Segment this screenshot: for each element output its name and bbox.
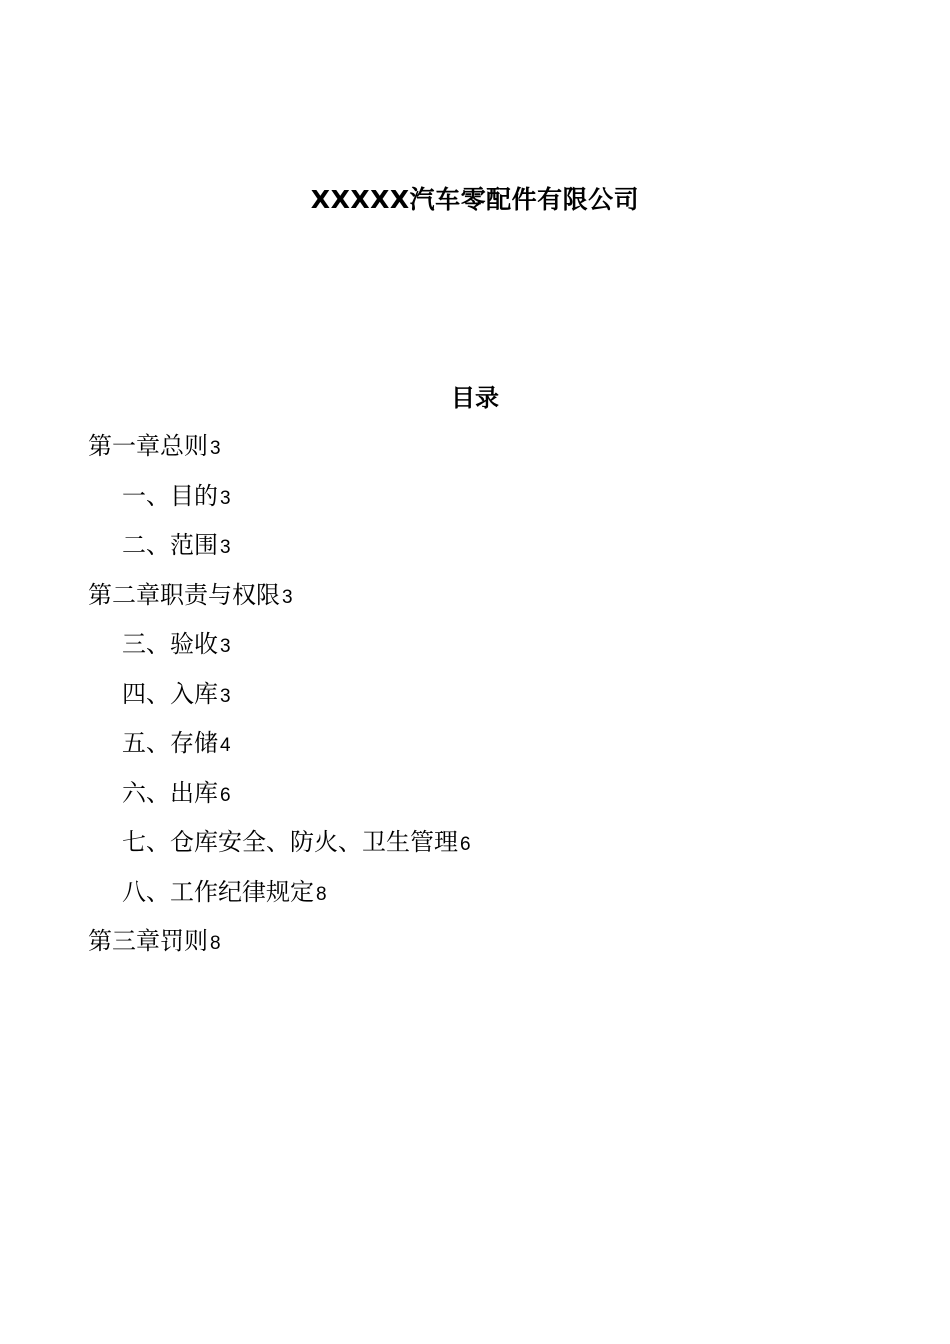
toc-entry-section-3[interactable] [88, 626, 888, 676]
toc-entry-label: 第二章职责与权限 [88, 580, 280, 609]
toc-entry-label: 第一章总则 [88, 432, 208, 460]
toc-entry-label: 三、验收 [122, 630, 218, 658]
toc-entry-label: 一、目的 [122, 481, 218, 510]
toc-entry-label: 第三章罚则 [88, 927, 208, 955]
toc-entry-page: 3 [220, 537, 231, 558]
toc-entry-label: 二、范围 [122, 531, 218, 559]
toc-entry-section-5[interactable] [88, 725, 888, 775]
toc-entry-page: 4 [220, 735, 231, 756]
toc-entry-section-1[interactable] [88, 478, 888, 528]
toc-entry-chapter-3[interactable] [88, 923, 888, 973]
toc-entry-page: 3 [210, 438, 221, 459]
toc-entry-page: 3 [282, 586, 293, 608]
toc-heading: 目录 [451, 384, 499, 412]
toc-entry-chapter-1[interactable] [88, 428, 888, 478]
toc-entry-page: 6 [220, 784, 231, 806]
toc-entry-section-4[interactable] [88, 676, 888, 726]
toc-entry-section-6[interactable] [88, 775, 888, 825]
toc-entry-label: 五、存储 [122, 729, 218, 757]
toc-entry-page: 8 [316, 883, 327, 905]
table-of-contents [88, 428, 888, 973]
toc-entry-section-8[interactable] [88, 874, 888, 924]
toc-entry-section-2[interactable] [88, 527, 888, 577]
toc-entry-label: 四、入库 [122, 679, 218, 708]
toc-entry-page: 3 [220, 487, 231, 509]
toc-entry-chapter-2[interactable] [88, 577, 888, 627]
toc-entry-page: 3 [220, 636, 231, 657]
toc-entry-page: 3 [220, 685, 231, 707]
company-title: XXXXX汽车零配件有限公司 [310, 185, 640, 214]
toc-entry-section-7[interactable] [88, 824, 888, 874]
toc-entry-label: 七、仓库安全、防火、卫生管理 [122, 828, 458, 856]
toc-entry-page: 8 [210, 933, 221, 954]
toc-entry-page: 6 [460, 834, 471, 855]
toc-entry-label: 六、出库 [122, 778, 218, 807]
toc-entry-label: 八、工作纪律规定 [122, 877, 314, 906]
